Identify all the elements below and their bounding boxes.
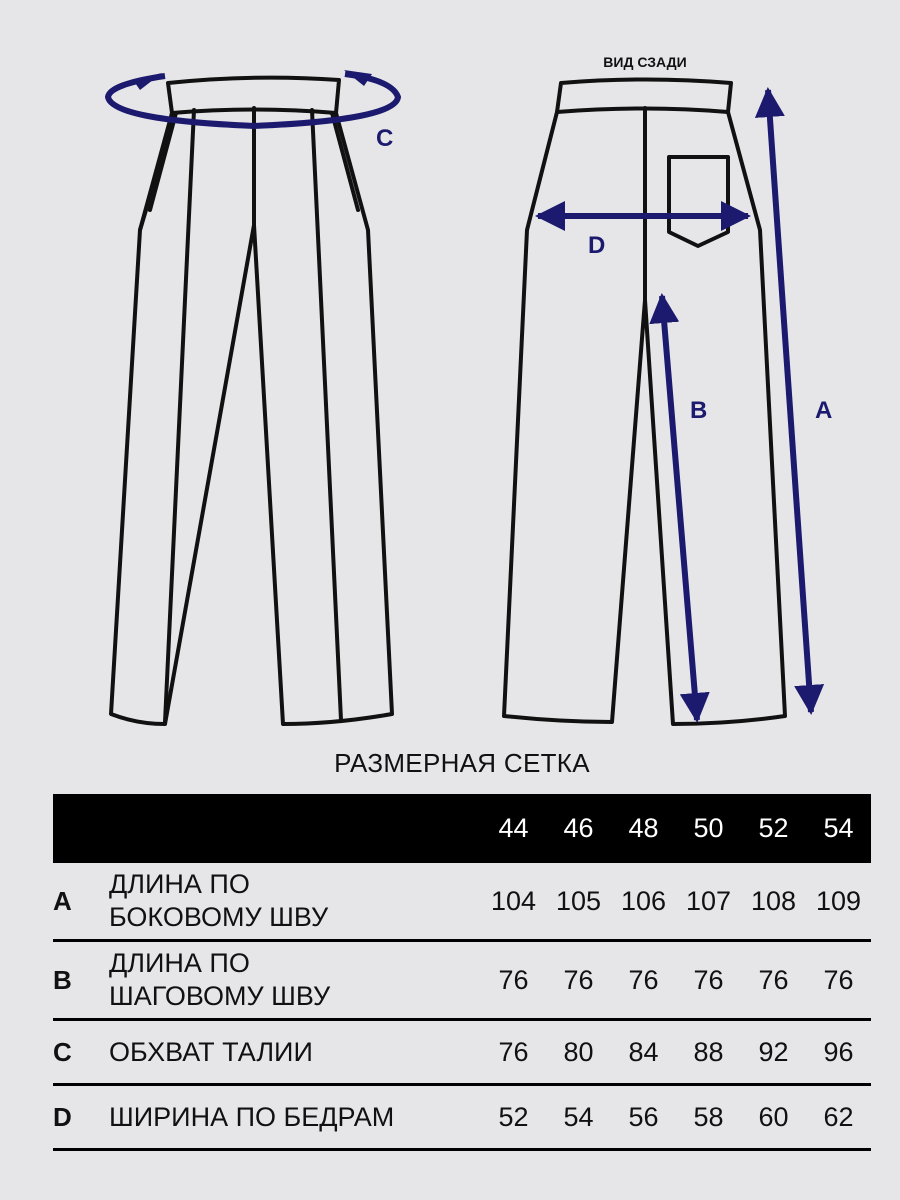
size-header: 50: [676, 794, 741, 863]
table-cell: 76: [481, 941, 546, 1020]
row-name: [107, 863, 481, 941]
table-cell: 80: [546, 1020, 611, 1085]
table-cell: 76: [481, 1020, 546, 1085]
row-name-line1: ДЛИНА ПО: [109, 948, 250, 978]
front-crease-right: [312, 110, 341, 720]
table-cell: 107: [676, 863, 741, 941]
size-header-row: [53, 794, 871, 863]
front-left-pocket-line: [150, 113, 176, 210]
table-cell: 92: [741, 1020, 806, 1085]
row-code: A: [53, 863, 107, 941]
table-cell: 84: [611, 1020, 676, 1085]
table-cell: 88: [676, 1020, 741, 1085]
table-cell: 104: [481, 863, 546, 941]
table-cell: 60: [741, 1085, 806, 1150]
table-row: [53, 863, 871, 941]
table-cell: 105: [546, 863, 611, 941]
table-row: [53, 1085, 871, 1150]
size-header: 52: [741, 794, 806, 863]
table-cell: 108: [741, 863, 806, 941]
table-cell: 54: [546, 1085, 611, 1150]
row-name-line2: БОКОВОМУ ШВУ: [109, 902, 329, 932]
table-cell: 56: [611, 1085, 676, 1150]
size-header: 44: [481, 794, 546, 863]
size-header: 54: [806, 794, 871, 863]
table-cell: 76: [546, 941, 611, 1020]
front-left-pocket: [140, 113, 172, 230]
row-name-line2: ШАГОВОМУ ШВУ: [109, 981, 331, 1011]
table-cell: 106: [611, 863, 676, 941]
row-name: ШИРИНА ПО БЕДРАМ: [107, 1085, 481, 1150]
row-name: [107, 941, 481, 1020]
size-header: 48: [611, 794, 676, 863]
table-cell: 96: [806, 1020, 871, 1085]
table-cell: 52: [481, 1085, 546, 1150]
label-d: D: [588, 232, 606, 259]
table-cell: 76: [611, 941, 676, 1020]
table-cell: 58: [676, 1085, 741, 1150]
row-name-line1: ДЛИНА ПО: [109, 869, 250, 899]
size-chart-title: РАЗМЕРНАЯ СЕТКА: [334, 748, 590, 778]
back-view-pants: [504, 80, 785, 725]
row-code: C: [53, 1020, 107, 1085]
table-cell: 109: [806, 863, 871, 941]
table-row: [53, 941, 871, 1020]
front-crease-left: [165, 110, 194, 722]
table-cell: 76: [676, 941, 741, 1020]
table-cell: 76: [741, 941, 806, 1020]
table-cell: 76: [806, 941, 871, 1020]
label-a: A: [815, 397, 833, 424]
row-name: ОБХВАТ ТАЛИИ: [107, 1020, 481, 1085]
table-cell: 62: [806, 1085, 871, 1150]
back-pocket: [669, 157, 728, 246]
label-c: C: [376, 125, 394, 152]
row-code: D: [53, 1085, 107, 1150]
back-view-label: ВИД СЗАДИ: [603, 54, 687, 70]
arrow-a-side-seam: [768, 90, 811, 712]
table-row: [53, 1020, 871, 1085]
size-header: 46: [546, 794, 611, 863]
label-b: B: [690, 397, 708, 424]
front-right-pocket-line: [332, 113, 358, 210]
front-view-pants: [111, 78, 392, 724]
row-code: B: [53, 941, 107, 1020]
size-table: [53, 794, 871, 1151]
